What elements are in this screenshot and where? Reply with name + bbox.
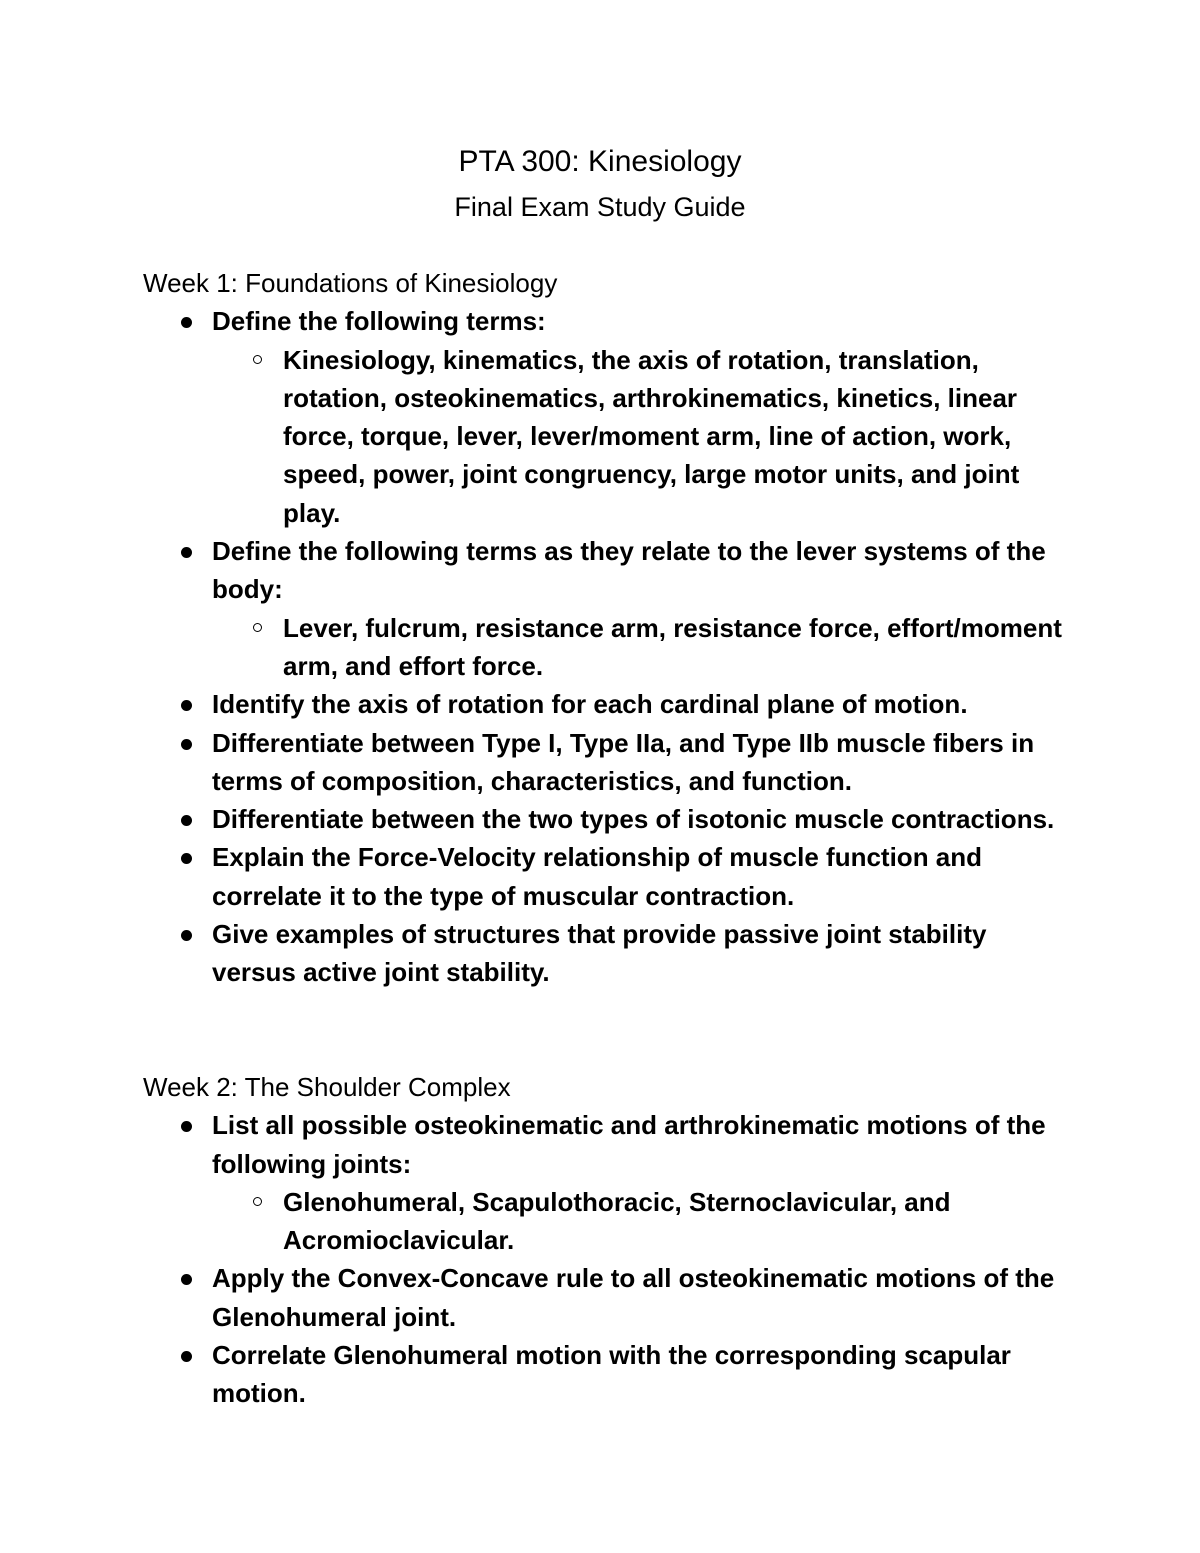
list-item-text: Apply the Convex-Concave rule to all osteokinematic motions of the Glenohumeral joint.: [212, 1263, 1055, 1332]
bullet-icon: [181, 930, 192, 941]
list-item: [143, 532, 1073, 609]
list-item-text: Differentiate between the two types of isotonic muscle contractions.: [212, 804, 1055, 835]
bullet-icon: [181, 700, 192, 711]
list-item: [143, 302, 1073, 340]
list-item: [143, 1259, 1073, 1336]
list-item-text: Define the following terms:: [212, 306, 546, 337]
sub-list-item-text: Glenohumeral, Scapulothoracic, Sternoclavicular, and Acromioclavicular.: [283, 1186, 951, 1256]
section-week-2: [143, 1068, 1073, 1413]
sub-list-item: [143, 341, 1073, 532]
section-heading: Week 1: Foundations of Kinesiology: [143, 268, 558, 298]
bullet-icon: [181, 739, 192, 750]
list-item-text: List all possible osteokinematic and arthrokinematic motions of the following joints:: [212, 1110, 1046, 1179]
hollow-bullet-icon: [253, 1197, 262, 1206]
hollow-bullet-icon: [253, 355, 262, 364]
section-week-1: [143, 264, 1073, 992]
section-heading: Week 2: The Shoulder Complex: [143, 1072, 511, 1102]
bullet-icon: [181, 547, 192, 558]
list-item-text: Correlate Glenohumeral motion with the corresponding scapular motion.: [212, 1340, 1011, 1409]
list-item: [143, 1106, 1073, 1183]
sub-list-item-text: Lever, fulcrum, resistance arm, resistance force, effort/moment arm, and effort force.: [283, 612, 1062, 681]
hollow-bullet-icon: [253, 623, 262, 632]
sub-list-item: [143, 1183, 1073, 1260]
bullet-icon: [181, 317, 192, 328]
list-item-text: Differentiate between Type I, Type IIa, and Type IIb muscle fibers in terms of composition, characteristics, and function.: [212, 727, 1035, 796]
list-item: [143, 724, 1073, 801]
sub-list-item: [143, 609, 1073, 686]
list-item-text: Define the following terms as they relate to the lever systems of the body:: [212, 536, 1046, 605]
sub-list-item-text: Kinesiology, kinematics, the axis of rotation, translation, rotation, osteokinematics, arthrokinematics, kinetics, linear force, torque, lever, lever/moment arm, line of action, work, speed, power, joint congruency, large motor units, and joint play.: [283, 344, 1020, 528]
document-subtitle: Final Exam Study Guide: [454, 192, 746, 222]
bullet-icon: [181, 1274, 192, 1285]
list-item: [143, 685, 1073, 723]
bullet-icon: [181, 815, 192, 826]
bullet-icon: [181, 1121, 192, 1132]
bullet-icon: [181, 1351, 192, 1362]
bullet-icon: [181, 853, 192, 864]
list-item: [143, 1336, 1073, 1413]
list-item: [143, 838, 1073, 915]
list-item-text: Identify the axis of rotation for each cardinal plane of motion.: [212, 689, 968, 720]
list-item-text: Give examples of structures that provide passive joint stability versus active joint stability.: [212, 919, 987, 988]
list-item: [143, 800, 1073, 838]
list-item-text: Explain the Force-Velocity relationship of muscle function and correlate it to the type of muscular contraction.: [212, 842, 983, 911]
document-title: PTA 300: Kinesiology: [458, 145, 742, 178]
list-item: [143, 915, 1073, 992]
